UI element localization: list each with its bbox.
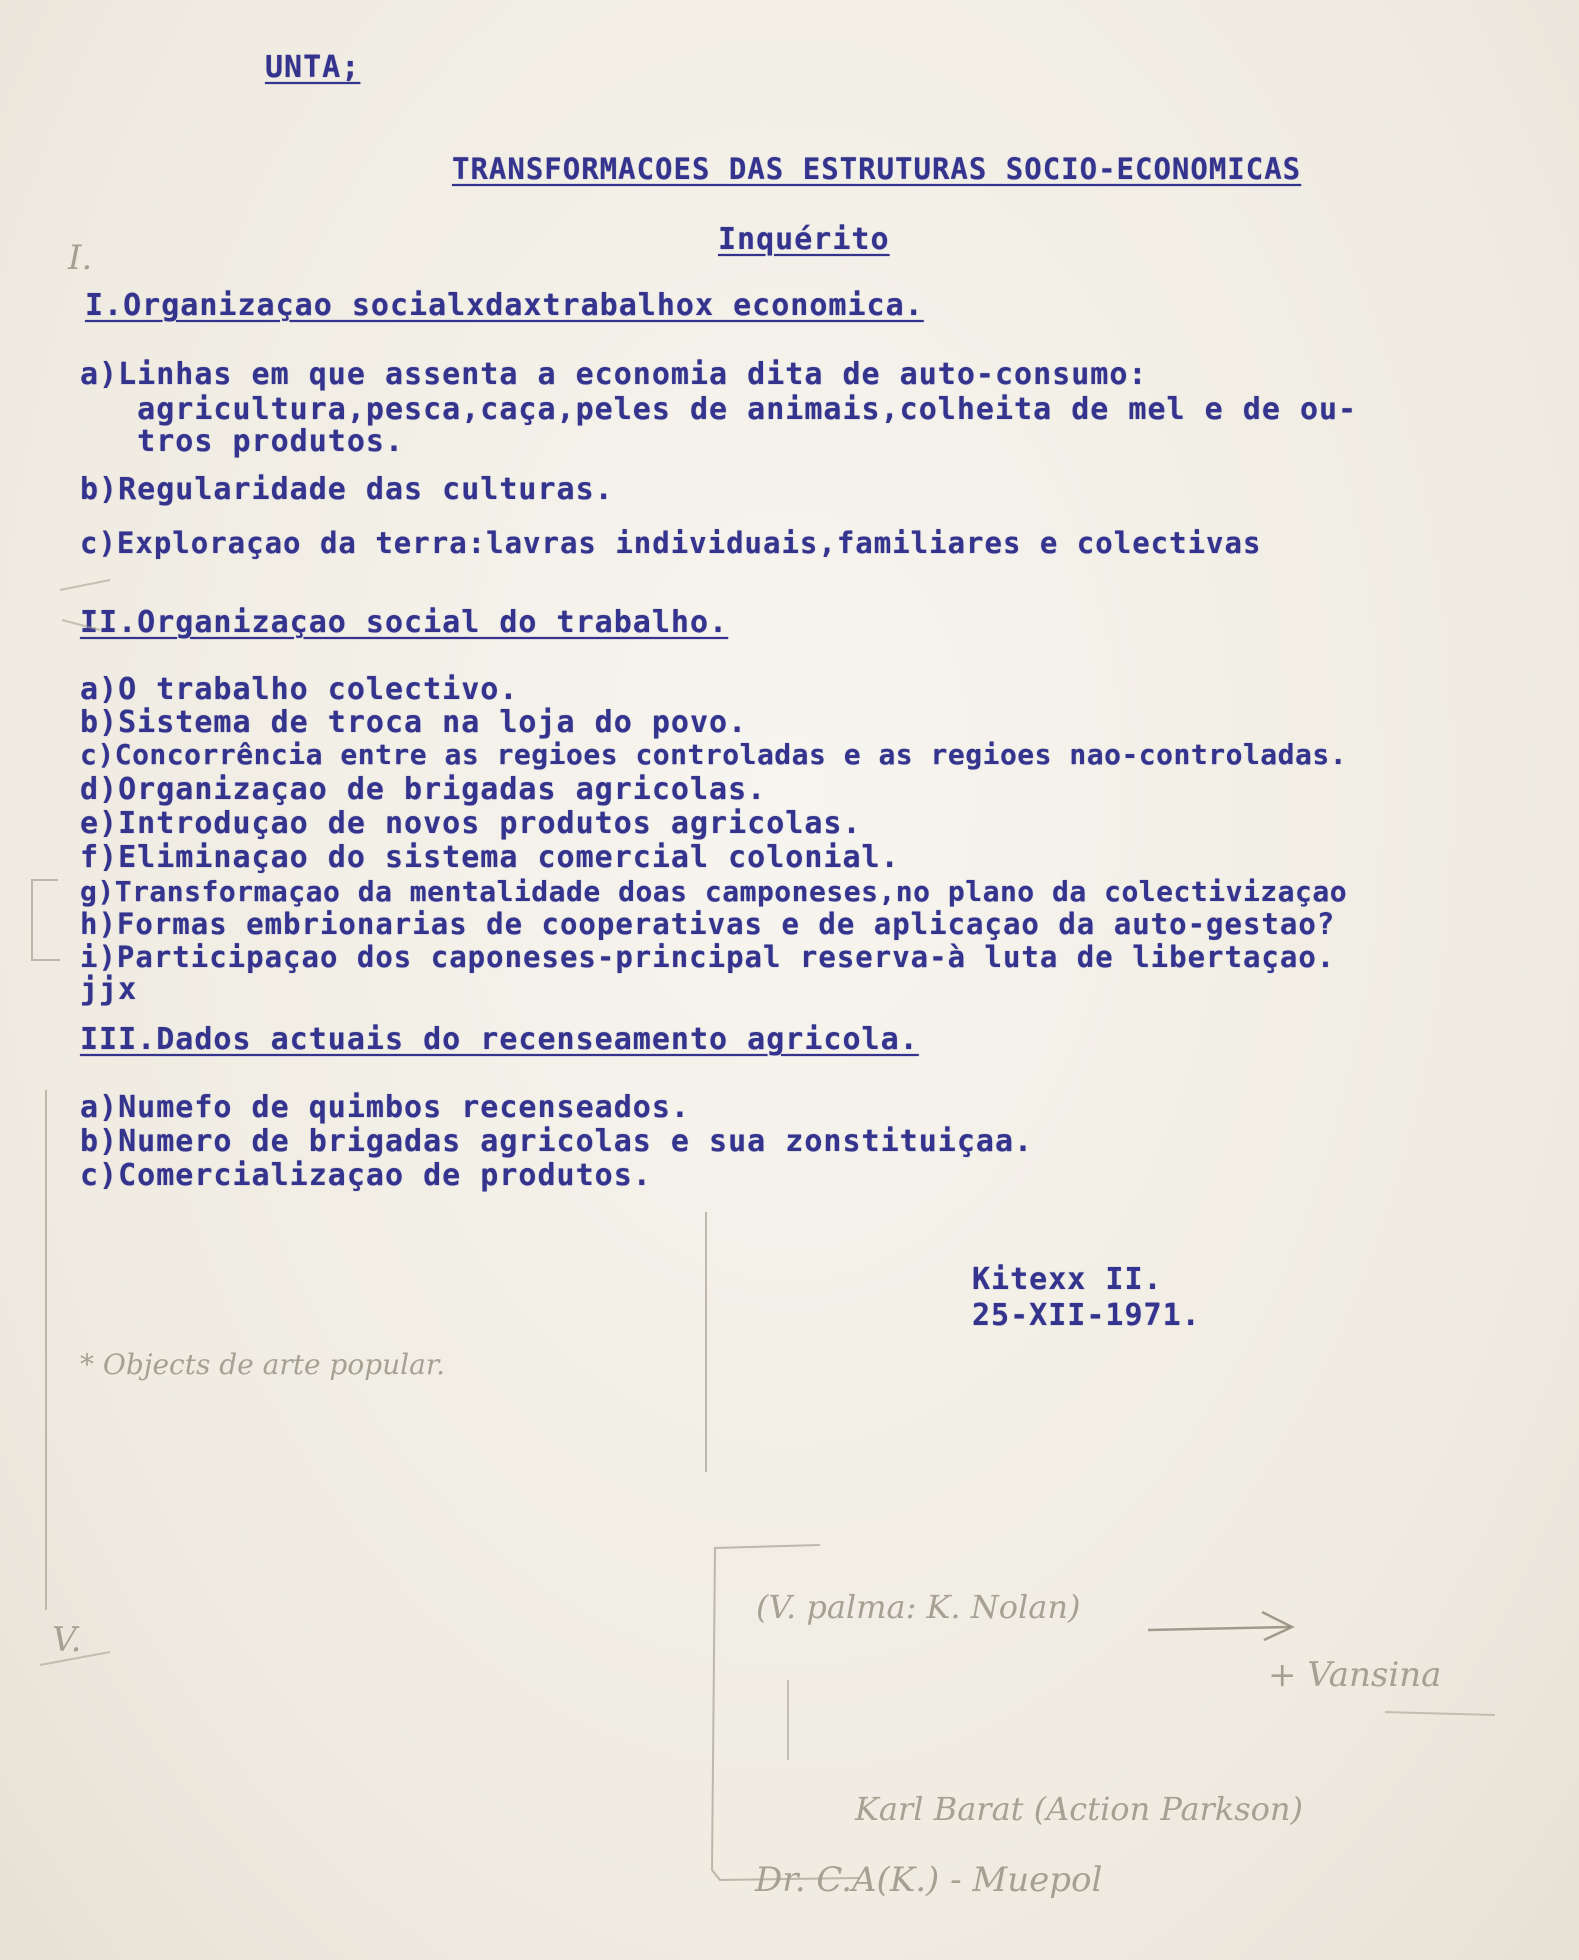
section-3-item: b)Numero de brigadas agricolas e sua zonstituiçaa.: [80, 1124, 1034, 1159]
pencil-ref-3: Karl Barat (Action Parkson): [855, 1790, 1303, 1828]
section-1-item: c)Exploraçao da terra:lavras individuais,familiares e colectivas: [80, 526, 1262, 560]
section-2-item: jjx: [80, 972, 138, 1007]
signature-date: 25-XII-1971.: [972, 1298, 1201, 1333]
section-1-item: b)Regularidade das culturas.: [80, 472, 614, 507]
section-3-heading: III.Dados actuais do recenseamento agricola.: [80, 1022, 919, 1057]
section-2-item: c)Concorrência entre as regioes controladas e as regioes nao-controladas.: [80, 738, 1348, 771]
section-3-item: a)Numefo de quimbos recenseados.: [80, 1090, 690, 1125]
section-1-heading: I.Organizaçao socialxdaxtrabalhox economica.: [85, 288, 924, 323]
section-2-item: e)Introduçao de novos produtos agricolas.: [80, 806, 862, 841]
document-subtitle: Inquérito: [718, 222, 890, 257]
section-2-heading: II.Organizaçao social do trabalho.: [80, 605, 729, 640]
section-2-item: d)Organizaçao de brigadas agricolas.: [80, 772, 767, 807]
section-2-item: b)Sistema de troca na loja do povo.: [80, 705, 748, 740]
pencil-ref-1: (V. palma: K. Nolan): [756, 1588, 1081, 1626]
document-title: TRANSFORMACOES DAS ESTRUTURAS SOCIO-ECONOMICAS: [452, 152, 1302, 186]
section-2-item: a)O trabalho colectivo.: [80, 672, 519, 707]
section-1-item: agricultura,pesca,caça,peles de animais,colheita de mel e de ou-: [80, 392, 1358, 427]
pencil-margin-V: V.: [52, 1620, 82, 1660]
section-2-item: g)Transformaçao da mentalidade doas camponeses,no plano da colectivizaçao: [80, 875, 1348, 908]
pencil-note-asterisk: * Objects de arte popular.: [80, 1348, 446, 1381]
pencil-ref-4: Dr. C.A(K.) - Muepol: [755, 1860, 1103, 1900]
section-1-item: a)Linhas em que assenta a economia dita de auto-consumo:: [80, 357, 1148, 392]
signature-place: Kitexx II.: [972, 1262, 1163, 1297]
section-2-item: i)Participaçao dos caponeses-principal reserva-à luta de libertaçao.: [80, 940, 1336, 974]
pencil-ref-2: + Vansina: [1268, 1655, 1442, 1695]
section-2-item: f)Eliminaçao do sistema comercial colonial.: [80, 840, 900, 875]
header-label: UNTA;: [265, 50, 361, 85]
section-2-item: h)Formas embrionarias de cooperativas e de aplicaçao da auto-gestao?: [80, 907, 1336, 941]
section-1-item: tros produtos.: [80, 424, 405, 459]
section-3-item: c)Comercializaçao de produtos.: [80, 1158, 652, 1193]
pencil-margin-I: I.: [68, 238, 93, 278]
